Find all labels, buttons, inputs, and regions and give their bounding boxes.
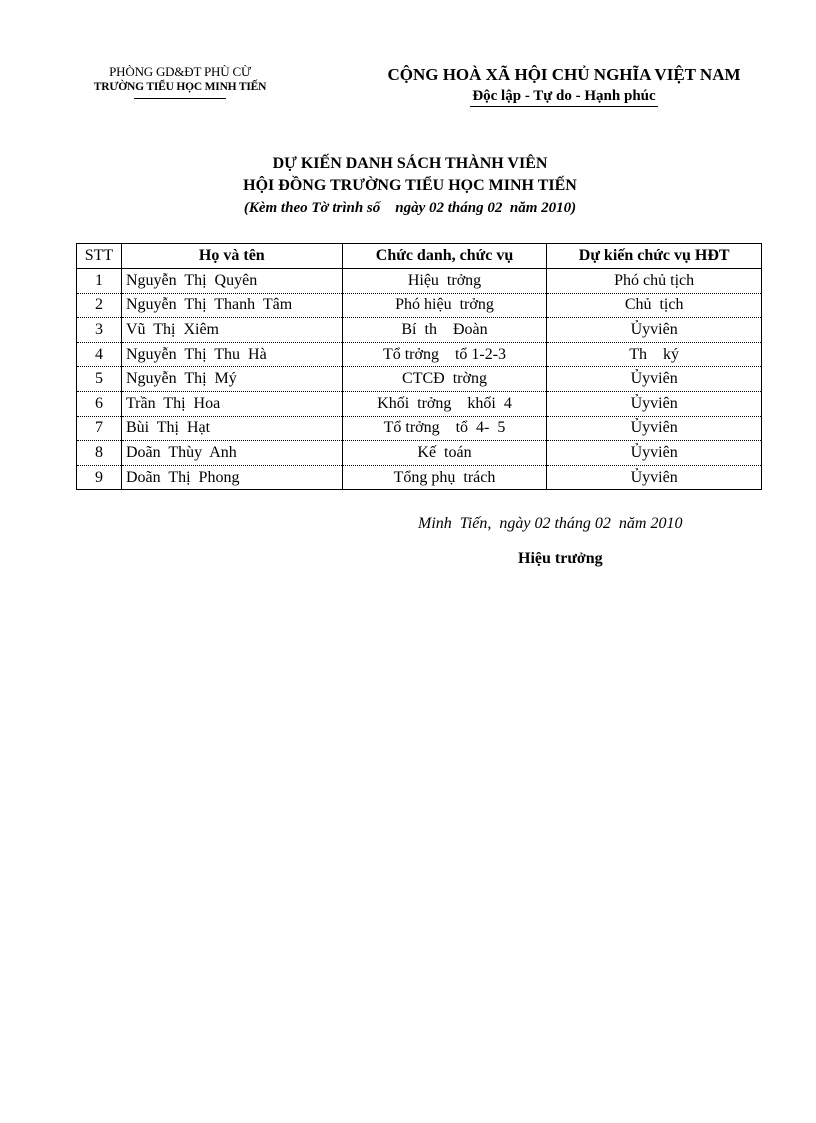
national-motto-block bbox=[358, 64, 770, 107]
cell-position: Tổng phụ trách bbox=[342, 465, 547, 490]
issuing-agency-block bbox=[60, 64, 300, 99]
cell-role: Ủyviên bbox=[547, 441, 762, 466]
title-line-2: HỘI ĐỒNG TRƯỜNG TIỂU HỌC MINH TIẾN bbox=[243, 177, 577, 194]
cell-position: Tổ trởng tổ 1-2-3 bbox=[342, 342, 547, 367]
motto: Độc lập - Tự do - Hạnh phúc bbox=[470, 86, 657, 107]
school-name: TRƯỜNG TIỂU HỌC MINH TIẾN bbox=[93, 81, 267, 93]
cell-role: Phó chủ tịch bbox=[547, 269, 762, 294]
table-row bbox=[77, 318, 762, 343]
header-position: Chức danh, chức vụ bbox=[342, 244, 547, 269]
cell-role: Ủyviên bbox=[547, 391, 762, 416]
table-row bbox=[77, 367, 762, 392]
table-row bbox=[77, 441, 762, 466]
table-row bbox=[77, 465, 762, 490]
table-row bbox=[77, 391, 762, 416]
place-and-date: Minh Tiến, ngày 02 tháng 02 năm 2010 bbox=[418, 515, 683, 532]
header-proposed-role: Dự kiến chức vụ HĐT bbox=[547, 244, 762, 269]
cell-stt: 9 bbox=[77, 465, 122, 490]
cell-name: Doãn Thùy Anh bbox=[121, 441, 342, 466]
cell-name: Doãn Thị Phong bbox=[121, 465, 342, 490]
signer-title: Hiệu trưởng bbox=[518, 550, 603, 567]
cell-position: Khối trởng khối 4 bbox=[342, 391, 547, 416]
cell-stt: 3 bbox=[77, 318, 122, 343]
department-name: PHÒNG GD&ĐT PHÙ CỪ bbox=[109, 64, 251, 79]
cell-role: Ủyviên bbox=[547, 367, 762, 392]
cell-name: Bùi Thị Hạt bbox=[121, 416, 342, 441]
cell-name: Nguyễn Thị Thu Hà bbox=[121, 342, 342, 367]
table-row bbox=[77, 293, 762, 318]
cell-position: Phó hiệu trởng bbox=[342, 293, 547, 318]
cell-name: Trần Thị Hoa bbox=[121, 391, 342, 416]
cell-stt: 2 bbox=[77, 293, 122, 318]
member-table bbox=[76, 243, 762, 490]
cell-name: Vũ Thị Xiêm bbox=[121, 318, 342, 343]
cell-stt: 7 bbox=[77, 416, 122, 441]
cell-position: Hiệu trởng bbox=[342, 269, 547, 294]
cell-role: Ủyviên bbox=[547, 465, 762, 490]
document-title bbox=[60, 153, 760, 219]
cell-role: Th ký bbox=[547, 342, 762, 367]
cell-role: Chủ tịch bbox=[547, 293, 762, 318]
cell-stt: 6 bbox=[77, 391, 122, 416]
cell-position: Kế toán bbox=[342, 441, 547, 466]
cell-position: Bí th Đoàn bbox=[342, 318, 547, 343]
cell-name: Nguyễn Thị Thanh Tâm bbox=[121, 293, 342, 318]
cell-role: Ủyviên bbox=[547, 416, 762, 441]
cell-stt: 1 bbox=[77, 269, 122, 294]
title-line-3: (Kèm theo Tờ trình số ngày 02 tháng 02 năm 2010) bbox=[243, 200, 577, 216]
header-stt: STT bbox=[77, 244, 122, 269]
header-name: Họ và tên bbox=[121, 244, 342, 269]
table-row bbox=[77, 269, 762, 294]
cell-stt: 8 bbox=[77, 441, 122, 466]
cell-stt: 5 bbox=[77, 367, 122, 392]
school-underline bbox=[134, 98, 226, 99]
title-line-1: DỰ KIẾN DANH SÁCH THÀNH VIÊN bbox=[272, 155, 548, 172]
table-header-row bbox=[77, 244, 762, 269]
table-row bbox=[77, 342, 762, 367]
table-row bbox=[77, 416, 762, 441]
cell-stt: 4 bbox=[77, 342, 122, 367]
cell-name: Nguyễn Thị Quyên bbox=[121, 269, 342, 294]
cell-position: CTCĐ trờng bbox=[342, 367, 547, 392]
nation-title: CỘNG HOÀ XÃ HỘI CHỦ NGHĨA VIỆT NAM bbox=[387, 65, 741, 84]
cell-role: Ủyviên bbox=[547, 318, 762, 343]
cell-name: Nguyễn Thị Mý bbox=[121, 367, 342, 392]
cell-position: Tổ trởng tổ 4- 5 bbox=[342, 416, 547, 441]
